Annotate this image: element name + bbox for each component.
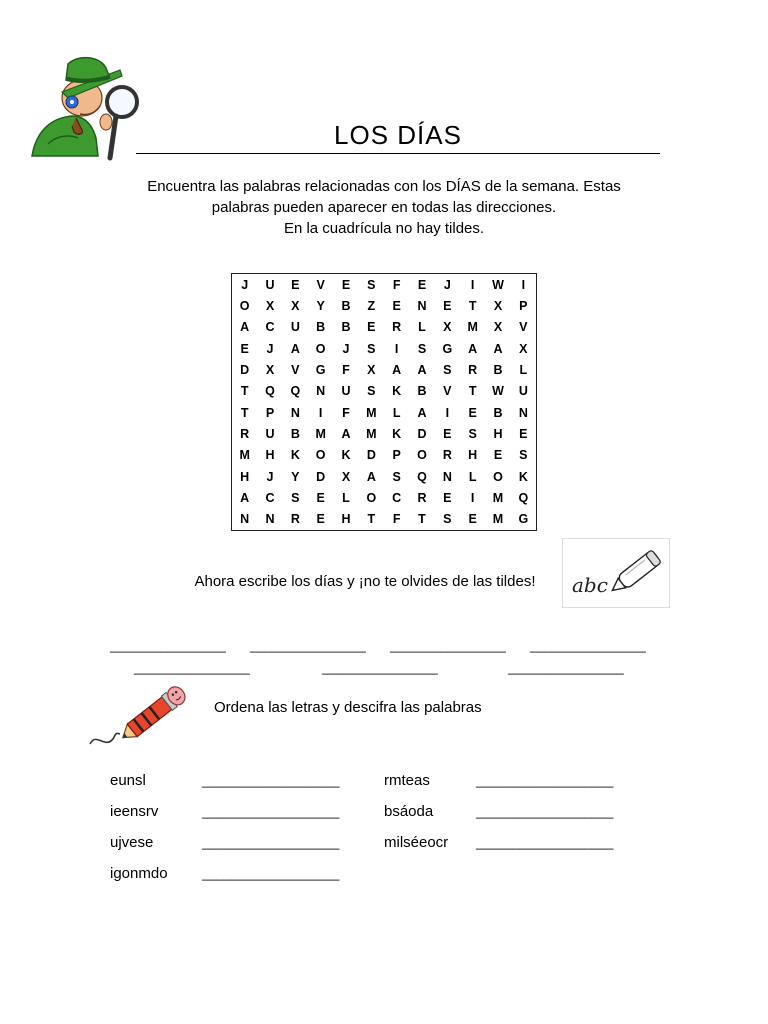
grid-cell[interactable]: A bbox=[468, 341, 478, 356]
grid-cell[interactable]: X bbox=[493, 320, 503, 335]
grid-cell[interactable]: V bbox=[443, 384, 452, 399]
grid-cell[interactable]: E bbox=[443, 426, 452, 441]
grid-cell[interactable]: K bbox=[518, 469, 528, 484]
unscramble-answer-line[interactable]: ___________________ bbox=[202, 773, 340, 788]
grid-cell[interactable]: M bbox=[366, 426, 377, 441]
grid-cell[interactable]: R bbox=[290, 512, 300, 527]
grid-cell[interactable]: B bbox=[290, 426, 300, 441]
grid-cell[interactable]: N bbox=[290, 405, 300, 420]
grid-cell[interactable]: M bbox=[239, 448, 250, 463]
grid-cell[interactable]: H bbox=[468, 448, 478, 463]
grid-cell[interactable]: Q bbox=[290, 384, 301, 399]
svg-text:abc: abc bbox=[572, 573, 608, 597]
grid-cell[interactable]: M bbox=[315, 426, 326, 441]
grid-cell[interactable]: U bbox=[290, 320, 300, 335]
grid-cell[interactable]: C bbox=[265, 320, 275, 335]
scrambled-word: milséeocr bbox=[384, 834, 449, 851]
grid-cell[interactable]: J bbox=[443, 277, 451, 292]
grid-cell[interactable]: F bbox=[342, 362, 350, 377]
grid-cell[interactable]: E bbox=[417, 277, 427, 292]
instructions bbox=[110, 176, 658, 239]
grid-cell[interactable]: B bbox=[493, 405, 503, 420]
grid-cell[interactable]: O bbox=[493, 469, 503, 484]
grid-cell[interactable]: U bbox=[341, 384, 351, 399]
grid-cell[interactable]: S bbox=[519, 448, 528, 463]
grid-cell[interactable]: K bbox=[392, 384, 402, 399]
grid-cell[interactable]: S bbox=[443, 362, 452, 377]
grid-cell[interactable]: A bbox=[417, 362, 427, 377]
grid-cell[interactable]: B bbox=[493, 362, 503, 377]
grid-cell[interactable]: R bbox=[240, 426, 250, 441]
grid-cell[interactable]: E bbox=[468, 405, 477, 420]
instruction-line: Encuentra las palabras relacionadas con los DÍAS de la semana. Estas bbox=[147, 178, 621, 195]
grid-cell[interactable]: H bbox=[341, 512, 351, 527]
grid-cell[interactable]: U bbox=[518, 384, 528, 399]
write-days-prompt: Ahora escribe los días y ¡no te olvides de las tildes! bbox=[194, 573, 536, 590]
grid-cell[interactable]: E bbox=[291, 277, 300, 292]
grid-cell[interactable]: X bbox=[367, 362, 376, 377]
grid-cell[interactable]: E bbox=[316, 490, 325, 505]
grid-cell[interactable]: A bbox=[290, 341, 300, 356]
grid-cell[interactable]: A bbox=[341, 426, 351, 441]
grid-cell[interactable]: N bbox=[442, 469, 452, 484]
grid-cell[interactable]: F bbox=[392, 512, 401, 527]
grid-cell[interactable]: J bbox=[241, 277, 249, 292]
grid-cell[interactable]: F bbox=[342, 405, 350, 420]
answer-line[interactable]: ________________ bbox=[508, 660, 624, 675]
grid-cell[interactable]: I bbox=[470, 277, 475, 292]
answer-line[interactable]: ________________ bbox=[110, 638, 226, 653]
grid-cell[interactable]: A bbox=[417, 405, 427, 420]
grid-cell[interactable]: L bbox=[392, 405, 401, 420]
grid-cell[interactable]: H bbox=[240, 469, 250, 484]
grid-cell[interactable]: T bbox=[240, 405, 249, 420]
grid-cell[interactable]: J bbox=[342, 341, 350, 356]
scrambled-word: ujvese bbox=[110, 834, 154, 851]
grid-cell[interactable]: A bbox=[240, 490, 250, 505]
grid-cell[interactable]: L bbox=[418, 320, 426, 335]
grid-cell[interactable]: V bbox=[291, 362, 300, 377]
grid-cell[interactable]: T bbox=[468, 384, 477, 399]
grid-cell[interactable]: L bbox=[342, 490, 350, 505]
grid-cell[interactable]: S bbox=[291, 490, 300, 505]
grid-cell[interactable]: M bbox=[492, 490, 504, 505]
unscramble-answer-line[interactable]: ___________________ bbox=[476, 804, 614, 819]
grid-cell[interactable]: D bbox=[316, 469, 326, 484]
grid-cell[interactable]: X bbox=[443, 320, 452, 335]
word-search-grid bbox=[231, 273, 537, 531]
grid-cell[interactable]: Q bbox=[265, 384, 275, 399]
grid-cell[interactable]: E bbox=[468, 512, 477, 527]
answer-line[interactable]: ________________ bbox=[390, 638, 506, 653]
scrambled-word: eunsl bbox=[110, 772, 146, 789]
grid-cell[interactable]: G bbox=[315, 362, 326, 377]
unscramble-answer-line[interactable]: ___________________ bbox=[476, 773, 614, 788]
grid-cell[interactable]: E bbox=[443, 298, 452, 313]
grid-cell[interactable]: X bbox=[519, 341, 528, 356]
grid-cell[interactable]: X bbox=[265, 362, 275, 377]
grid-cell[interactable]: S bbox=[367, 277, 376, 292]
grid-cell[interactable]: D bbox=[240, 362, 250, 377]
grid-cell[interactable]: S bbox=[367, 384, 376, 399]
title-underline bbox=[136, 153, 660, 154]
grid-cell[interactable]: W bbox=[492, 384, 504, 399]
grid-cell[interactable]: M bbox=[366, 405, 377, 420]
grid-cell[interactable]: J bbox=[266, 341, 274, 356]
unscramble-prompt: Ordena las letras y descifra las palabras bbox=[214, 699, 482, 716]
grid-cell[interactable]: S bbox=[367, 341, 376, 356]
answer-line[interactable]: ________________ bbox=[322, 660, 438, 675]
grid-cell[interactable]: E bbox=[443, 490, 452, 505]
grid-cell[interactable]: B bbox=[341, 298, 351, 313]
grid-cell[interactable]: V bbox=[316, 277, 325, 292]
grid-cell[interactable]: E bbox=[392, 298, 401, 313]
grid-cell[interactable]: A bbox=[240, 320, 250, 335]
grid-cell[interactable]: E bbox=[493, 448, 503, 463]
instruction-line: palabras pueden aparecer en todas las direcciones. bbox=[211, 199, 557, 216]
unscramble-answer-line[interactable]: ___________________ bbox=[202, 866, 340, 881]
grid-cell[interactable]: B bbox=[417, 384, 427, 399]
scrambled-word: igonmdo bbox=[110, 865, 168, 882]
instruction-line: En la cuadrícula no hay tildes. bbox=[283, 220, 485, 237]
grid-cell[interactable]: N bbox=[417, 298, 427, 313]
scrambled-word: bsáoda bbox=[384, 803, 434, 820]
grid-cell[interactable]: H bbox=[265, 448, 275, 463]
grid-cell[interactable]: R bbox=[417, 490, 427, 505]
answer-line[interactable]: ________________ bbox=[134, 660, 250, 675]
grid-cell[interactable]: B bbox=[341, 320, 351, 335]
grid-cell[interactable]: F bbox=[392, 277, 401, 292]
detective-illustration bbox=[28, 52, 140, 164]
grid-cell[interactable]: S bbox=[468, 426, 477, 441]
grid-cell[interactable]: E bbox=[519, 426, 528, 441]
grid-cell[interactable]: C bbox=[392, 490, 402, 505]
grid-cell[interactable]: E bbox=[240, 341, 249, 356]
grid-cell[interactable]: U bbox=[265, 277, 275, 292]
grid-cell[interactable]: S bbox=[392, 469, 401, 484]
grid-cell[interactable]: N bbox=[316, 384, 326, 399]
grid-cell[interactable]: D bbox=[417, 426, 427, 441]
grid-cell[interactable]: Z bbox=[367, 298, 376, 313]
grid-cell[interactable]: I bbox=[521, 277, 526, 292]
grid-cell[interactable]: N bbox=[518, 405, 528, 420]
unscramble-answer-line[interactable]: ___________________ bbox=[476, 835, 614, 850]
grid-cell[interactable]: M bbox=[492, 512, 504, 527]
grid-cell[interactable]: K bbox=[341, 448, 351, 463]
grid-cell[interactable]: G bbox=[518, 512, 529, 527]
page-title: LOS DÍAS bbox=[334, 120, 462, 150]
grid-cell[interactable]: R bbox=[392, 320, 402, 335]
grid-cell[interactable]: I bbox=[445, 405, 450, 420]
grid-cell[interactable]: O bbox=[315, 448, 326, 463]
grid-cell[interactable]: L bbox=[519, 362, 528, 377]
answer-line[interactable]: ________________ bbox=[530, 638, 646, 653]
grid-cell[interactable]: Y bbox=[316, 298, 325, 313]
grid-cell[interactable]: U bbox=[265, 426, 275, 441]
grid-cell[interactable]: B bbox=[316, 320, 326, 335]
grid-cell[interactable]: Y bbox=[291, 469, 300, 484]
grid-cell[interactable]: R bbox=[442, 448, 452, 463]
grid-cell[interactable]: T bbox=[418, 512, 426, 527]
grid-cell[interactable]: Q bbox=[417, 469, 427, 484]
grid-cell[interactable]: C bbox=[265, 490, 275, 505]
grid-cell[interactable]: S bbox=[443, 512, 452, 527]
grid-cell[interactable]: J bbox=[266, 469, 274, 484]
grid-cell[interactable]: I bbox=[394, 341, 399, 356]
grid-cell[interactable]: Q bbox=[518, 490, 529, 505]
grid-cell[interactable]: T bbox=[367, 512, 376, 527]
grid-cell[interactable]: N bbox=[265, 512, 275, 527]
grid-cell[interactable]: A bbox=[366, 469, 376, 484]
grid-cell[interactable]: O bbox=[417, 448, 427, 463]
grid-cell[interactable]: K bbox=[392, 426, 402, 441]
unscramble-answer-line[interactable]: ___________________ bbox=[202, 835, 340, 850]
grid-cell[interactable]: P bbox=[265, 405, 275, 420]
grid-cell[interactable]: X bbox=[265, 298, 275, 313]
grid-cell[interactable]: O bbox=[315, 341, 326, 356]
grid-cell[interactable]: L bbox=[468, 469, 477, 484]
grid-cell[interactable]: O bbox=[366, 490, 377, 505]
grid-cell[interactable]: G bbox=[442, 341, 453, 356]
grid-cell[interactable]: A bbox=[493, 341, 503, 356]
grid-cell[interactable]: I bbox=[318, 405, 323, 420]
abc-pen-illustration bbox=[562, 538, 670, 608]
grid-cell[interactable]: A bbox=[392, 362, 402, 377]
grid-cell[interactable]: W bbox=[492, 277, 504, 292]
grid-cell[interactable]: O bbox=[239, 298, 250, 313]
grid-cell[interactable]: I bbox=[470, 490, 475, 505]
answer-line[interactable]: ________________ bbox=[250, 638, 366, 653]
grid-cell[interactable]: E bbox=[341, 277, 351, 292]
grid-cell[interactable]: K bbox=[290, 448, 300, 463]
grid-cell[interactable]: S bbox=[417, 341, 427, 356]
grid-cell[interactable]: X bbox=[493, 298, 503, 313]
unscramble-answer-line[interactable]: ___________________ bbox=[202, 804, 340, 819]
grid-cell[interactable]: R bbox=[468, 362, 478, 377]
grid-cell[interactable]: P bbox=[519, 298, 528, 313]
scrambled-word: ieensrv bbox=[110, 803, 159, 820]
grid-cell[interactable]: D bbox=[366, 448, 376, 463]
grid-cell[interactable]: E bbox=[316, 512, 325, 527]
grid-cell[interactable]: T bbox=[468, 298, 477, 313]
grid-cell[interactable]: X bbox=[291, 298, 300, 313]
grid-cell[interactable]: M bbox=[467, 320, 478, 335]
grid-cell[interactable]: H bbox=[493, 426, 503, 441]
scrambled-word: rmteas bbox=[384, 772, 430, 789]
grid-cell[interactable]: X bbox=[341, 469, 351, 484]
grid-cell[interactable]: P bbox=[392, 448, 401, 463]
pencil-illustration bbox=[86, 682, 190, 756]
grid-cell[interactable]: E bbox=[367, 320, 376, 335]
grid-cell[interactable]: V bbox=[519, 320, 528, 335]
grid-cell[interactable]: N bbox=[240, 512, 250, 527]
grid-cell[interactable]: T bbox=[240, 384, 249, 399]
